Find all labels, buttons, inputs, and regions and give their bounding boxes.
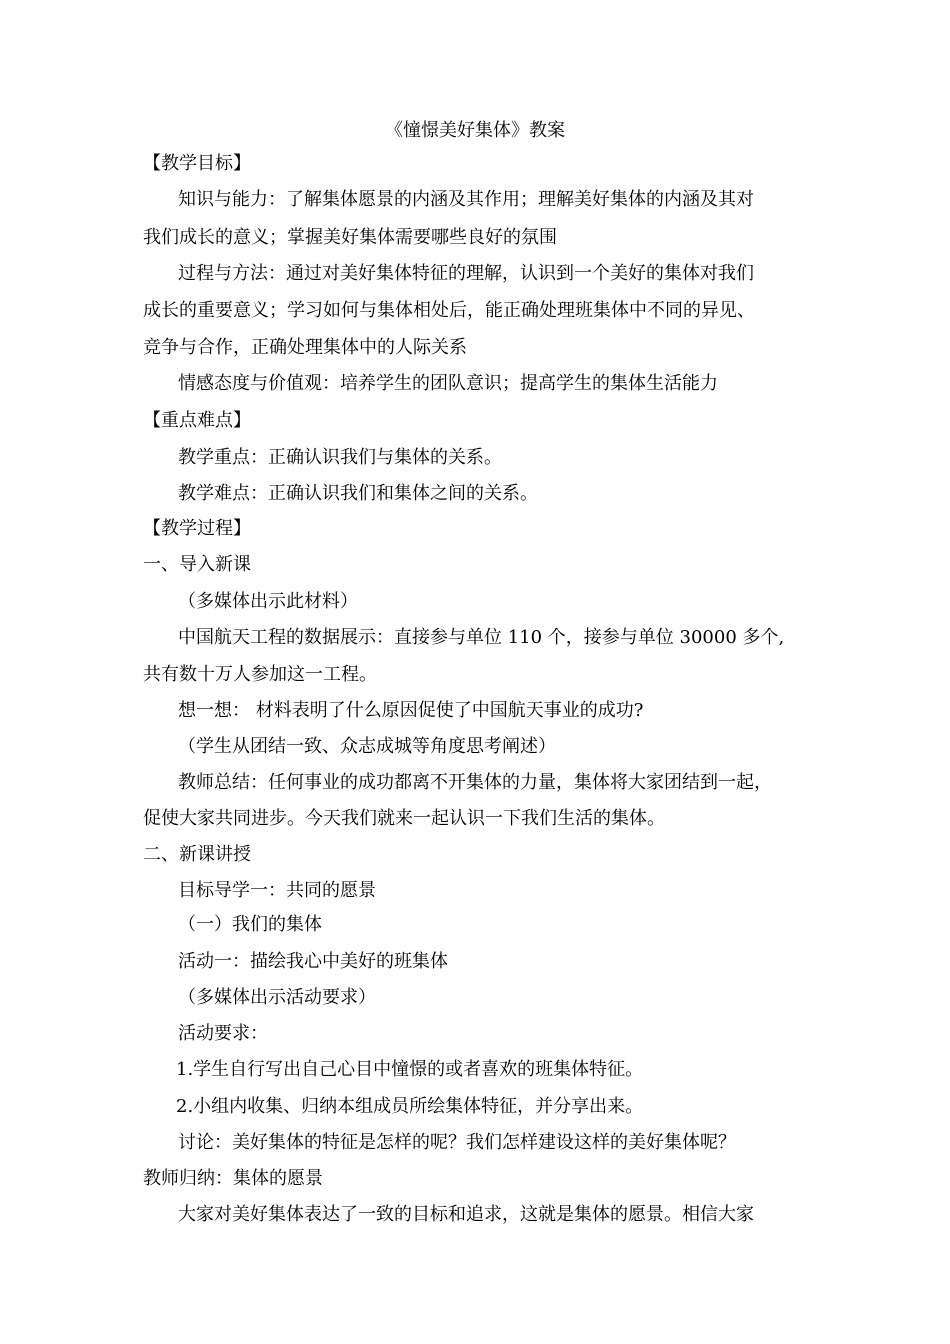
paragraph-line: 知识与能力：了解集体愿景的内涵及其作用；理解美好集体的内涵及其对 — [178, 189, 754, 210]
paragraph-line: 讨论：美好集体的特征是怎样的呢？我们怎样建设这样的美好集体呢？ — [178, 1132, 736, 1153]
paragraph-line: 过程与方法：通过对美好集体特征的理解，认识到一个美好的集体对我们 — [178, 263, 754, 284]
paragraph-line: 我们成长的意义；掌握美好集体需要哪些良好的氛围 — [143, 227, 557, 248]
paragraph-line: 情感态度与价值观：培养学生的团队意识；提高学生的集体生活能力 — [178, 373, 718, 394]
subsection-heading: 一、导入新课 — [143, 554, 251, 575]
paragraph-line: （多媒体出示此材料） — [178, 591, 358, 612]
section-heading-key-points: 【重点难点】 — [143, 410, 251, 431]
paragraph-line: （一）我们的集体 — [178, 914, 322, 935]
paragraph-line: 共有数十万人参加这一工程。 — [143, 664, 377, 685]
paragraph-line: 中国航天工程的数据展示：直接参与单位 110 个，接参与单位 30000 多个, — [178, 627, 785, 648]
document-title: 《憧憬美好集体》教案 — [385, 120, 565, 141]
paragraph-line: 教学重点：正确认识我们与集体的关系。 — [178, 447, 502, 468]
section-heading-process: 【教学过程】 — [143, 518, 251, 539]
paragraph-line: 想一想： 材料表明了什么原因促使了中国航天事业的成功? — [178, 700, 644, 721]
paragraph-line: 活动要求： — [178, 1023, 268, 1044]
paragraph-line: 竞争与合作，正确处理集体中的人际关系 — [143, 337, 467, 358]
section-heading-objectives: 【教学目标】 — [143, 153, 251, 174]
paragraph-line: （学生从团结一致、众志成城等角度思考阐述） — [178, 736, 556, 757]
paragraph-line: 教师归纳：集体的愿景 — [143, 1168, 323, 1189]
paragraph-line: 目标导学一：共同的愿景 — [178, 880, 376, 901]
list-item: 2.小组内收集、归纳本组成员所绘集体特征，并分享出来。 — [176, 1096, 644, 1117]
paragraph-line: （多媒体出示活动要求） — [178, 987, 376, 1008]
paragraph-line: 促使大家共同进步。今天我们就来一起认识一下我们生活的集体。 — [143, 808, 665, 829]
paragraph-line: 教学难点：正确认识我们和集体之间的关系。 — [178, 483, 538, 504]
list-item: 1.学生自行写出自己心目中憧憬的或者喜欢的班集体特征。 — [176, 1059, 644, 1080]
paragraph-line: 活动一：描绘我心中美好的班集体 — [178, 951, 448, 972]
subsection-heading: 二、新课讲授 — [143, 844, 251, 865]
paragraph-line: 教师总结：任何事业的成功都离不开集体的力量，集体将大家团结到一起， — [178, 772, 772, 793]
paragraph-line: 成长的重要意义；学习如何与集体相处后，能正确处理班集体中不同的异见、 — [143, 300, 755, 321]
paragraph-line: 大家对美好集体表达了一致的目标和追求，这就是集体的愿景。相信大家 — [178, 1204, 754, 1225]
